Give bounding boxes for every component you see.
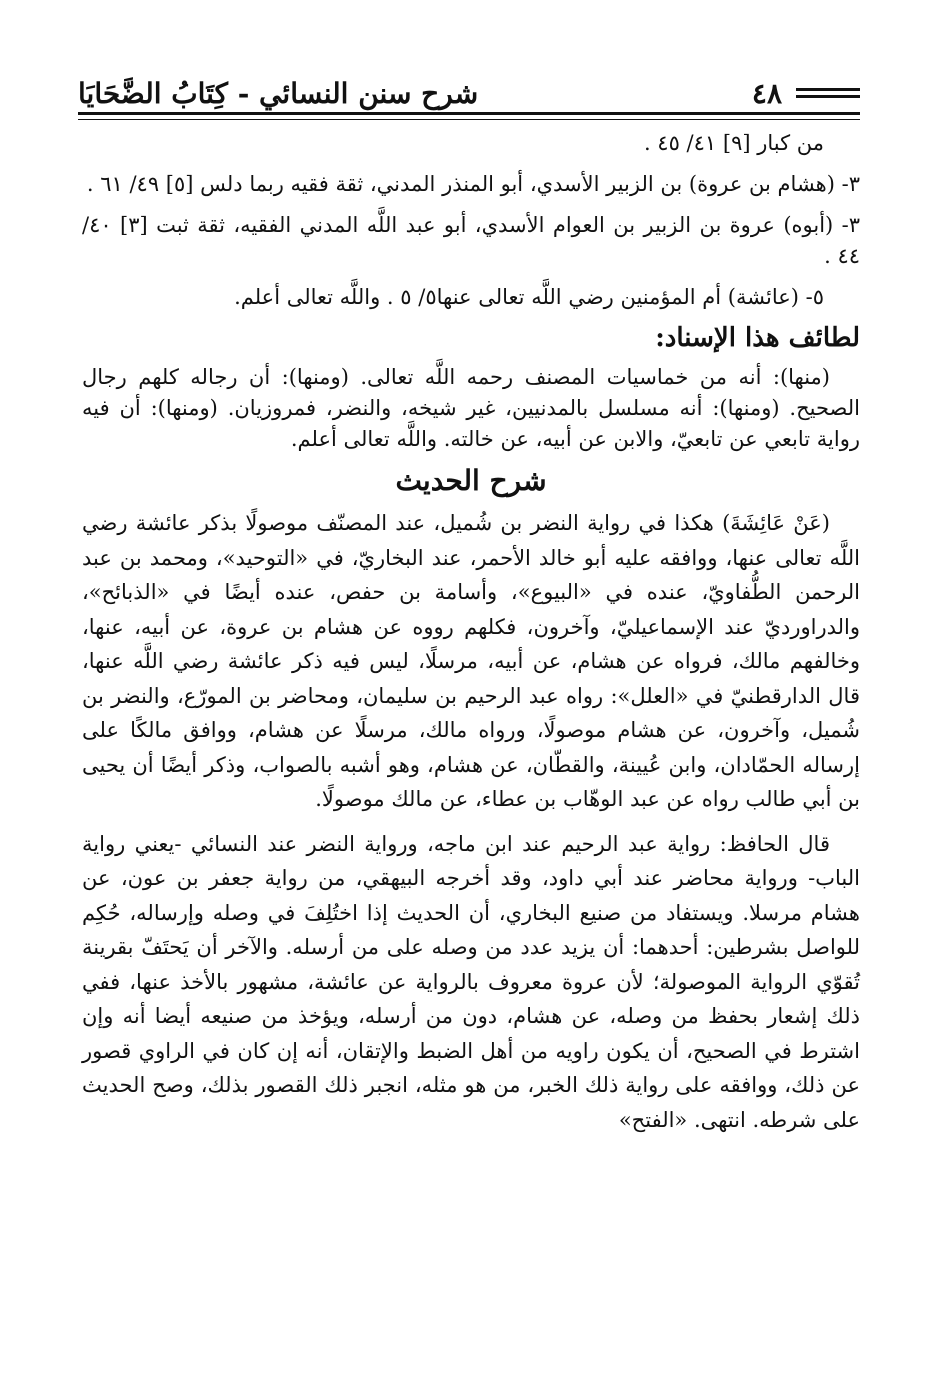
narrator-entry: ٣- (أبوه) عروة بن الزبير بن العوام الأسدي، أبو عبد اللَّه المدني الفقيه، ثقة ثبت [٣] ٤٠/ ٤٤ . xyxy=(82,213,861,268)
sharh-paragraph: قال الحافظ: رواية عبد الرحيم عند ابن ماجه، ورواية النضر عند النسائي -يعني رواية الباب- ورواية محاضر عند أبي داود، وقد أخرجه البيهقي، من رواية جعفر بن عون، عن هشام مرسلا. ويستفاد من صنيع البخاري، أن الحديث إذا اختُلِفَ في وصله وإرساله، حُكِم للواصل بشرطين: أحدهما: أن يزيد عدد من وصله على من أرسله. والآخر أن يَحتَفّ بقرينة تُقوّي الرواية الموصولة؛ لأن عروة معروف بالرواية عن عائشة، مشهور بالأخذ عنها، ففي ذلك إشعار بحفظ من وصله، عن هشام، دون من أرسله، ويؤخذ من صنيعه أيضا أنه وإن اشترط في الصحيح، أن يكون راويه من أهل الضبط والإتقان، أنه إن كان في الراوي قصور عن ذلك، ووافقه على رواية ذلك الخبر، من هو مثله، انجبر ذلك القصور بذلك، وصح الحديث على شرطه. انتهى. «الفتح» xyxy=(82,831,860,1132)
lataif-heading: لطائف هذا الإسناد: xyxy=(655,323,860,353)
sharh-heading: شرح الحديث xyxy=(395,464,547,497)
page-content xyxy=(82,128,860,1147)
narrator-entry: من كبار [٩] ٤١/ ٤٥ . xyxy=(643,131,824,155)
sharh-paragraph: (عَنْ عَائِشَةَ) هكذا في رواية النضر بن شُميل، عند المصنّف موصولًا بذكر عائشة رضي اللَّه تعالى عنها، ووافقه عليه أبو خالد الأحمر، عند البخاريّ، في «التوحيد»، ومحمد بن عبد الرحمن الطُّفاويّ، عنده في «البيوع»، وأسامة بن حفص، عنده أيضًا في «الذبائح»، والدراورديّ عند الإسماعيليّ، وآخرون، فكلهم رووه عن هشام بن عروة، عن أبيه، عنها، وخالفهم مالك، فرواه عن هشام، عن أبيه، مرسلًا، ليس فيه ذكر عائشة رضي اللَّه عنها، قال الدارقطنيّ في «العلل»: رواه عبد الرحيم بن سليمان، ومحاضر بن المورّع، والنضر بن شُميل، وآخرون، عن هشام موصولًا، ورواه مالك، مرسلًا عن هشام، ووافق مالكًا على إرساله الحمّادان، وابن عُيينة، والقطّان، عن هشام، وهو أشبه بالصواب، وذكر أيضًا أن يحيى بن أبي طالب رواه عن عبد الوهّاب بن عطاء، عن مالك موصولًا. xyxy=(82,511,860,811)
narrator-entry: ٣- (هشام بن عروة) بن الزبير الأسدي، أبو المنذر المدني، ثقة فقيه ربما دلس [٥] ٤٩/ ٦١ . xyxy=(86,172,860,196)
page-number-block xyxy=(752,77,860,110)
lataif-paragraph: (منها): أنه من خماسيات المصنف رحمه اللَّه تعالى. (ومنها): أن رجاله كلهم رجال الصحيح. (ومنها): أنه مسلسل بالمدنيين، غير شيخه، والنضر، فمروزيان. (ومنها): أن فيه رواية تابعي عن تابعيّ، والابن عن أبيه، عن خالته. واللَّه تعالى أعلم. xyxy=(82,365,860,451)
page-number: ٤٨ xyxy=(751,76,782,110)
narrator-entry: ٥- (عائشة) أم المؤمنين رضي اللَّه تعالى عنها٥/ ٥ . واللَّه تعالى أعلم. xyxy=(234,285,824,309)
page-number-decoration xyxy=(796,84,860,102)
running-title: شرح سنن النسائي - كِتَابُ الضَّحَايَا xyxy=(78,76,479,110)
header-rule xyxy=(78,112,860,120)
